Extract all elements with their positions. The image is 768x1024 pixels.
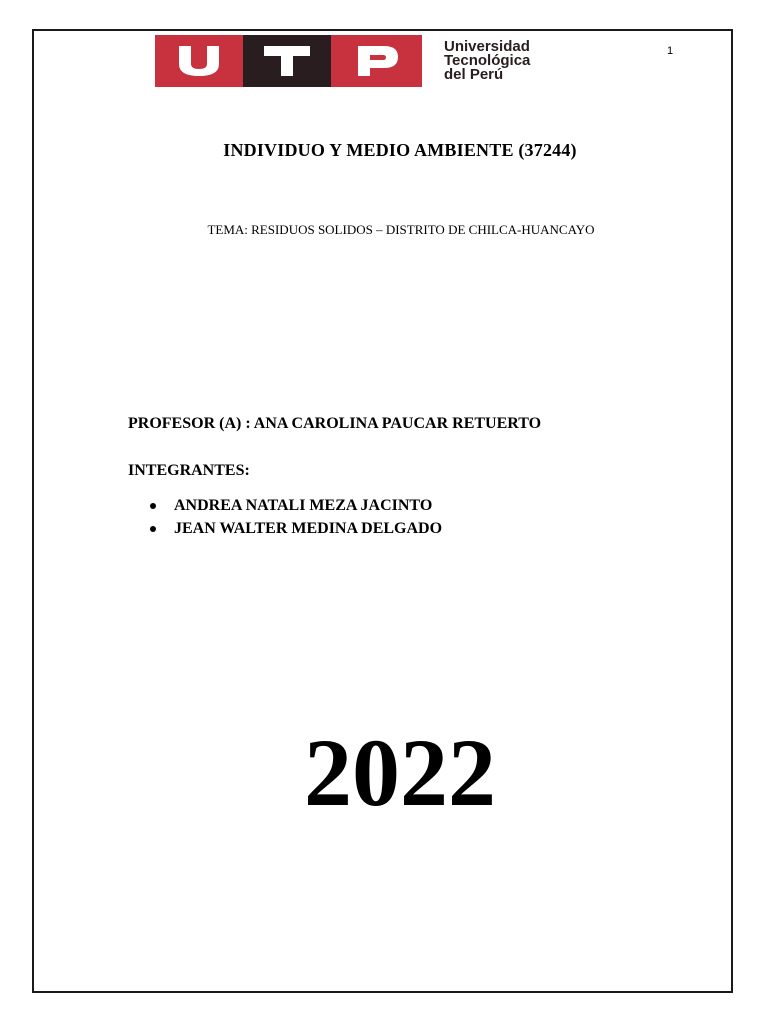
logo-text-line-2: Tecnológica [444, 52, 531, 69]
course-title: INDIVIDUO Y MEDIO AMBIENTE (37244) [223, 140, 577, 160]
professor-line: PROFESOR (A) : ANA CAROLINA PAUCAR RETUERTO [128, 415, 542, 432]
logo-letter-u-block [155, 35, 243, 87]
logo-letter-p-icon [354, 44, 400, 78]
list-item [150, 494, 442, 517]
logo-text-line-3: del Perú [444, 66, 504, 83]
logo-letter-u-icon [175, 44, 223, 78]
utp-logo [155, 35, 530, 87]
members-heading: INTEGRANTES: [128, 462, 250, 479]
logo-letter-t-icon [262, 44, 312, 78]
logo-wordmark [444, 40, 530, 82]
logo-letter-p-block [331, 35, 422, 87]
page-number: 1 [667, 45, 674, 57]
logo-text-line-1: Universidad [444, 38, 530, 55]
bullet-icon [150, 526, 156, 532]
member-name: JEAN WALTER MEDINA DELGADO [174, 519, 443, 537]
logo-letter-t-block [243, 35, 331, 87]
bullet-icon [150, 503, 156, 509]
member-name: ANDREA NATALI MEZA JACINTO [174, 496, 433, 514]
list-item [150, 517, 442, 540]
year-label: 2022 [304, 719, 496, 826]
topic-line: TEMA: RESIDUOS SOLIDOS – DISTRITO DE CHILCA-HUANCAYO [207, 222, 595, 237]
members-list [150, 494, 442, 540]
